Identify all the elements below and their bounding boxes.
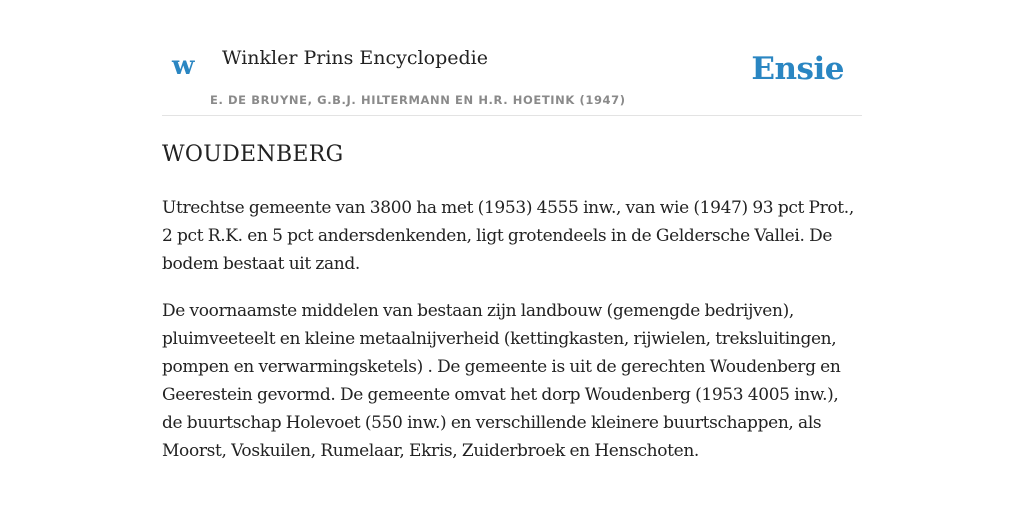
article-paragraph-2: De voornaamste middelen van bestaan zijn landbouw (gemengde bedrijven), pluimveeteelt en kleine metaalnijverheid (kettingkasten, rijwielen, treksluitingen, pompen en verwarmingsketels) . De gemeente is uit de gerechten Woudenberg en Geerestein gevormd. De gemeente omvat het dorp Woudenberg (1953 4005 inw.), de buurtschap Holevoet (550 inw.) en verschillende kleinere buurtschappen, als Moorst, Voskuilen, Rumelaar, Ekris, Zuiderbroek en Henschoten.: [162, 301, 841, 461]
article-paragraph-1: Utrechtse gemeente van 3800 ha met (1953) 4555 inw., van wie (1947) 93 pct Prot., 2 pct R.K. en 5 pct andersdenkenden, ligt grotendeels in de Geldersche Vallei. De bodem bestaat uit zand.: [162, 198, 854, 274]
page-header: [162, 36, 862, 116]
ensie-brand-logo[interactable]: Ensie: [751, 51, 844, 87]
winkler-prins-logo[interactable]: w: [172, 51, 195, 81]
publication-title[interactable]: Winkler Prins Encyclopedie: [222, 47, 488, 69]
article-headword: WOUDENBERG: [162, 142, 344, 167]
article: [162, 140, 862, 484]
publication-authors: E. DE BRUYNE, G.B.J. HILTERMANN EN H.R. HOETINK (1947): [210, 93, 626, 107]
